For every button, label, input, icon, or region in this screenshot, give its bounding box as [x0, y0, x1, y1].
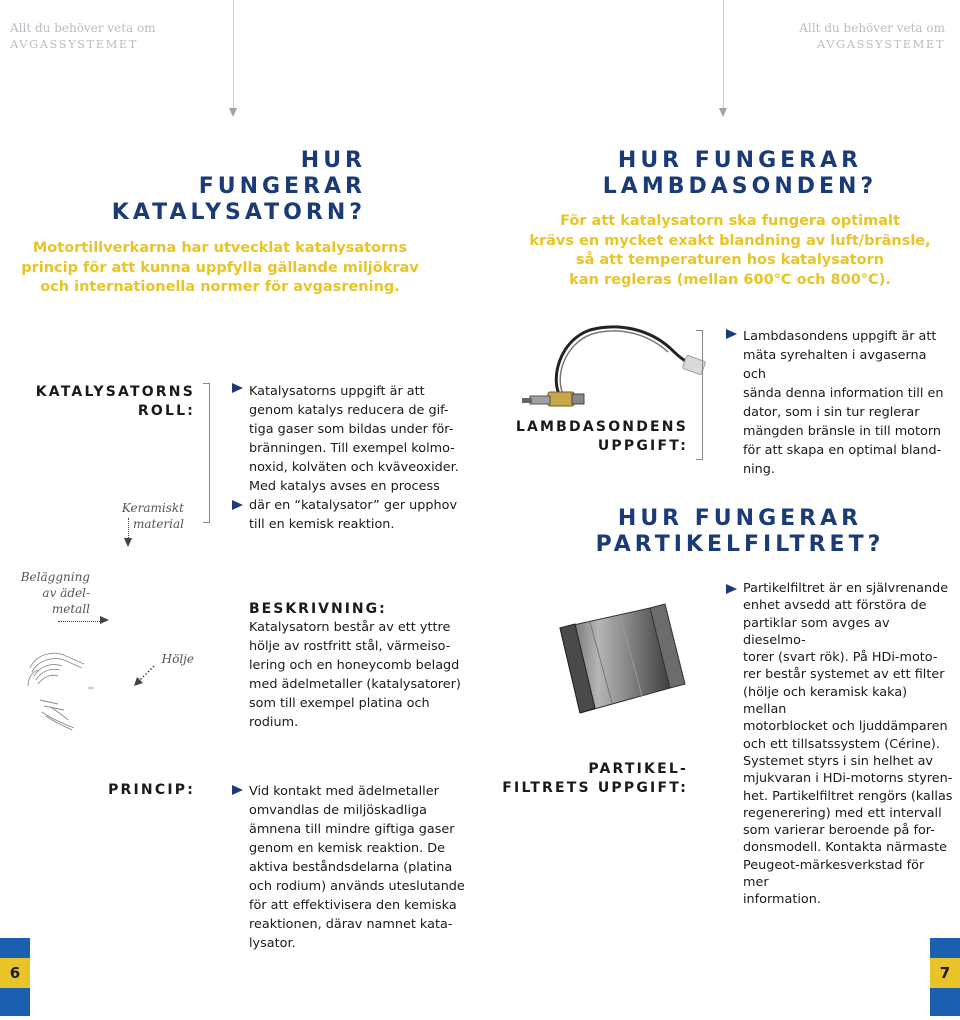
roll-text-line: Med katalys avses en process	[249, 479, 440, 494]
lambda-bracket	[696, 330, 703, 460]
running-header-left-line2: AVGASSYSTEMET	[10, 37, 138, 51]
lambda-uppgift-line: ning.	[743, 462, 775, 477]
running-header-right-line1: Allt du behöver veta om	[799, 21, 945, 35]
beskrivning-label: BESKRIVNING:	[249, 601, 387, 617]
lambda-uppgift-line: för att skapa en optimal bland-	[743, 443, 942, 458]
running-header-left-line1: Allt du behöver veta om	[10, 21, 156, 35]
lambda-uppgift-line: mäta syrehalten i avgaserna och	[743, 348, 927, 382]
partikel-uppgift-label	[500, 760, 688, 798]
roll-bracket	[203, 383, 210, 523]
page-tab-left-top	[0, 938, 30, 958]
lambda-uppgift-line: sända denna information till en	[743, 386, 944, 401]
partikel-uppgift-line: (hölje och keramisk kaka) mellan	[743, 684, 908, 718]
beskrivning-text	[249, 618, 489, 732]
catalyst-sketch-icon	[24, 640, 104, 735]
belaggning-line: Beläggning	[20, 570, 90, 584]
princip-line: ämnena till mindre giftiga gaser	[249, 822, 455, 837]
belaggning-line: av ädel-	[42, 586, 90, 600]
beskrivning-line: Katalysatorn består av ett yttre	[249, 620, 451, 635]
lambda-lead-line: så att temperaturen hos katalysatorn	[575, 252, 885, 268]
guide-line-right	[723, 0, 724, 110]
lambda-title-line: LAMBDASONDEN?	[602, 174, 878, 199]
page-number-left: 6	[0, 958, 30, 988]
bullet-arrow-icon	[232, 500, 243, 510]
katalysator-roll-text	[249, 382, 489, 534]
beskrivning-line: som till exempel platina och	[249, 696, 430, 711]
partikel-uppgift-line: Peugeot-märkesverkstad för mer	[743, 857, 925, 891]
belaggning-arrow-icon	[100, 616, 109, 624]
partikel-uppgift-line: Systemet styrs i sin helhet av	[743, 753, 933, 769]
princip-line: Vid kontakt med ädelmetaller	[249, 784, 439, 799]
katalysator-lead-line: princip för att kunna uppfylla gällande miljökrav	[21, 259, 419, 276]
lambda-sensor-icon	[520, 318, 710, 418]
partikel-uppgift-line: och ett tillsatssystem (Cérine).	[743, 736, 940, 752]
belaggning-line: metall	[51, 602, 90, 616]
lambda-uppgift-label-line: LAMBDASONDENS	[515, 419, 688, 435]
bullet-arrow-icon	[726, 329, 737, 339]
partikel-title	[540, 506, 940, 558]
belaggning-callout	[20, 569, 90, 617]
partikel-title-line: PARTIKELFILTRET?	[595, 532, 885, 557]
partikel-uppgift-line: partiklar som avges av dieselmo-	[743, 615, 890, 648]
katalysator-lead	[20, 239, 420, 298]
lambda-lead-line: krävs en mycket exakt blandning av luft/bränsle,	[529, 232, 931, 249]
princip-line: för att effektivisera den kemiska	[249, 898, 457, 913]
roll-text-line: bränningen. Till exempel kolmo-	[249, 441, 455, 456]
partikelfilter-icon	[520, 588, 700, 738]
princip-line: genom en kemisk reaktion. De	[249, 841, 445, 856]
lambda-uppgift-line: Lambdasondens uppgift är att	[743, 329, 937, 344]
bullet-arrow-icon	[232, 785, 243, 795]
lambda-lead	[520, 212, 940, 290]
lambda-title	[540, 148, 940, 200]
guide-line-left	[233, 0, 234, 110]
partikel-uppgift-label-line: FILTRETS UPPGIFT:	[502, 780, 688, 796]
keramiskt-callout: Keramiskt material	[121, 501, 184, 531]
partikel-uppgift-line: donsmodell. Kontakta närmaste	[743, 840, 948, 856]
holje-callout: Hölje	[161, 652, 194, 666]
beskrivning-line: med ädelmetaller (katalysatorer)	[249, 677, 461, 692]
partikel-uppgift-label-line: PARTIKEL-	[588, 761, 688, 777]
partikel-uppgift-text	[743, 580, 953, 909]
lambda-lead-line: kan regleras (mellan 600°C och 800°C).	[569, 271, 891, 288]
katalysator-roll-label-line: KATALYSATORNS	[35, 384, 195, 400]
beskrivning-line: rodium.	[249, 715, 299, 730]
roll-text-line: till en kemisk reaktion.	[249, 517, 395, 532]
princip-line: och rodium) används uteslutande	[249, 879, 465, 894]
princip-line: aktiva beståndsdelarna (platina	[249, 860, 453, 875]
partikel-uppgift-line: het. Partikelfiltret rengörs (kallas	[743, 788, 953, 804]
running-header-right	[799, 20, 945, 52]
roll-text-line: där en “katalysator” ger upphov	[249, 498, 458, 513]
guide-arrow-left-icon	[229, 108, 237, 117]
guide-arrow-right-icon	[719, 108, 727, 117]
lambda-lead-line: För att katalysatorn ska fungera optimalt	[560, 213, 900, 229]
partikel-title-line: HUR FUNGERAR	[617, 506, 863, 531]
running-header-left	[10, 20, 156, 52]
page-number-right: 7	[930, 958, 960, 988]
katalysator-title-line: KATALYSATORN?	[111, 200, 366, 225]
partikel-uppgift-line: rer består systemet av ett filter	[743, 667, 945, 683]
katalysator-lead-line: Motortillverkarna har utvecklat katalysatorns	[32, 240, 408, 256]
princip-line: lysator.	[249, 936, 296, 951]
lambda-uppgift-label	[500, 418, 688, 456]
princip-line: omvandlas de miljöskadliga	[249, 803, 427, 818]
page-tab-right-top	[930, 938, 960, 958]
katalysator-title-line: HUR	[300, 148, 366, 173]
partikel-uppgift-line: enhet avsedd att förstöra de	[743, 598, 927, 614]
katalysator-roll-label	[10, 383, 195, 421]
katalysator-title	[30, 148, 366, 226]
page-tab-right-bottom	[930, 988, 960, 1016]
princip-line: reaktionen, därav namnet kata-	[249, 917, 453, 932]
bullet-arrow-icon	[232, 383, 243, 393]
roll-text-line: genom katalys reducera de gif-	[249, 403, 449, 418]
partikel-uppgift-line: som varierar beroende på for-	[743, 823, 935, 839]
partikel-uppgift-line: information.	[743, 892, 821, 908]
katalysator-lead-line: och internationella normer för avgasrening.	[40, 279, 400, 295]
holje-leader	[132, 664, 156, 688]
belaggning-leader	[58, 621, 102, 622]
lambda-uppgift-label-line: UPPGIFT:	[597, 438, 688, 454]
lambda-uppgift-line: mängden bränsle in till motorn	[743, 424, 941, 439]
roll-text-line: tiga gaser som bildas under för-	[249, 422, 454, 437]
lambda-uppgift-text	[743, 327, 953, 479]
bullet-arrow-icon	[726, 584, 737, 594]
katalysator-title-line: FUNGERAR	[198, 174, 366, 199]
lambda-uppgift-line: dator, som i sin tur reglerar	[743, 405, 920, 420]
partikel-uppgift-line: torer (svart rök). På HDi-moto-	[743, 650, 938, 666]
lambda-title-line: HUR FUNGERAR	[617, 148, 863, 173]
princip-text	[249, 782, 489, 953]
page-tab-left-bottom	[0, 988, 30, 1016]
princip-label: PRINCIP:	[108, 782, 195, 798]
roll-text-line: Katalysatorns uppgift är att	[249, 384, 425, 399]
partikel-uppgift-line: motorblocket och ljuddämparen	[743, 719, 948, 735]
keramiskt-leader	[128, 518, 129, 540]
keramiskt-arrow-icon	[124, 538, 132, 547]
partikel-uppgift-line: mjukvaran i HDi-motorns styren-	[743, 771, 953, 787]
beskrivning-line: hölje av rostfritt stål, värmeiso-	[249, 639, 451, 654]
beskrivning-line: lering och en honeycomb belagd	[249, 658, 460, 673]
running-header-right-line2: AVGASSYSTEMET	[817, 37, 945, 51]
partikel-uppgift-line: Partikelfiltret är en självrenande	[743, 581, 949, 596]
roll-text-line: noxid, kolväten och kväveoxider.	[249, 460, 459, 475]
katalysator-roll-label-line: ROLL:	[137, 403, 195, 419]
partikel-uppgift-line: regenerering) med ett intervall	[743, 805, 942, 821]
